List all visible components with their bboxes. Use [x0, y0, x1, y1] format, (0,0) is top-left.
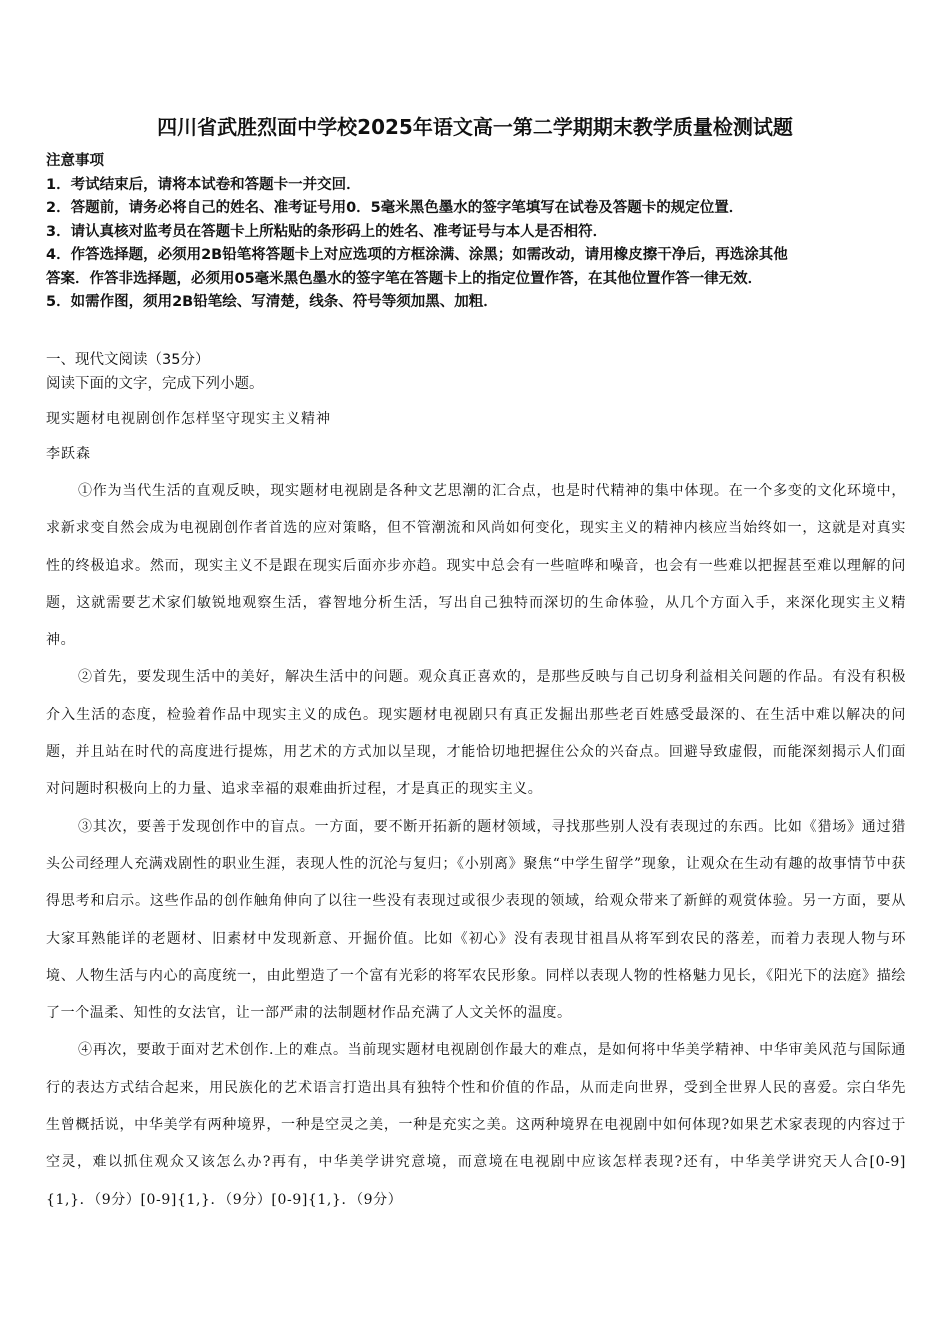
- notice-line: 1．考试结束后，请将本试卷和答题卡一并交回．: [46, 176, 361, 193]
- notice-line: 3．请认真核对监考员在答题卡上所粘贴的条形码上的姓名、准考证号与本人是否相符．: [46, 223, 608, 240]
- article-paragraph: ③其次，要善于发现创作中的盲点。一方面，要不断开拓新的题材领域，寻找那些别人没有表现过的东西。比如《猎场》通过猎头公司经理人充满戏剧性的职业生涯，表现人性的沉沦与复归；《小别离》聚焦“中学生留学”现象，让观众在生动有趣的故事情节中获得思考和启示。这些作品的创作触角伸向了以往一些没有表现过或很少表现的领域，给观众带来了新鲜的观赏体验。另一方面，要从大家耳熟能详的老题材、旧素材中发现新意、开掘价值。比如《初心》没有表现甘祖昌从将军到农民的落差，而着力表现人物与环境、人物生活与内心的高度统一，由此塑造了一个富有光彩的将军农民形象。同样以表现人物的性格魅力见长，《阳光下的法庭》描绘了一个温柔、知性的女法官，让一部严肃的法制题材作品充满了人文关怀的温度。: [46, 818, 906, 1022]
- notice-line: 答案．作答非选择题，必须用05毫米黑色墨水的签字笔在答题卡上的指定位置作答，在其他位置作答一律无效．: [46, 270, 763, 287]
- notice-block: [46, 150, 916, 315]
- notice-line: 5．如需作图，须用2B铅笔绘、写清楚，线条、符号等须加黑、加粗．: [46, 294, 498, 310]
- section-heading: 一、现代文阅读（35分）: [46, 352, 210, 368]
- notice-line: 4．作答选择题，必须用2B铅笔将答题卡上对应选项的方框涂满、涂黑；如需改动，请用橡皮擦干净后，再选涂其他: [46, 247, 788, 263]
- article-paragraph: ④再次，要敢于面对艺术创作.上的难点。当前现实题材电视剧创作最大的难点，是如何将中华美学精神、中华审美风范与国际通行的表达方式结合起来，用民族化的艺术语言打造出具有独特个性和价值的作品，从而走向世界，受到全世界人民的喜爱。宗白华先生曾概括说，中华美学有两种境界，一种是空灵之美，一种是充实之美。这两种境界在电视剧中如何体现?如果艺术家表现的内容过于空灵，难以抓住观众又该怎么办?再有，中华美学讲究意境，而意境在电视剧中应该怎样表现?还有，中华美学讲究天人合[0-9]{1,}．（9分）[0-9]{1,}．（9分）[0-9]{1,}．（9分）: [46, 1042, 906, 1208]
- page-title: 四川省武胜烈面中学校2025年语文高一第二学期期末教学质量检测试题: [157, 115, 793, 139]
- article-body: [46, 473, 906, 1219]
- notice-line: 2．答题前，请务必将自己的姓名、准考证号用0．5毫米黑色墨水的签字笔填写在试卷及答题卡的规定位置．: [46, 200, 744, 216]
- notice-heading: 注意事项: [46, 153, 104, 169]
- article-author: 李跃森: [46, 446, 91, 462]
- article-paragraph: ①作为当代生活的直观反映，现实题材电视剧是各种文艺思潮的汇合点，也是时代精神的集中体现。在一个多变的文化环境中，求新求变自然会成为电视剧创作者首选的应对策略，但不管潮流和风尚如何变化，现实主义的精神内核应当始终如一，这就是对真实性的终极追求。然而，现实主义不是跟在现实后面亦步亦趋。现实中总会有一些喧哗和噪音，也会有一些难以把握甚至难以理解的问题，这就需要艺术家们敏锐地观察生活，睿智地分析生活，写出自己独特而深切的生命体验，从几个方面入手，来深化现实主义精神。: [46, 483, 906, 649]
- article-title: 现实题材电视剧创作怎样坚守现实主义精神: [46, 411, 331, 427]
- article-paragraph: ②首先，要发现生活中的美好，解决生活中的问题。观众真正喜欢的，是那些反映与自己切身利益相关问题的作品。有没有积极介入生活的态度，检验着作品中现实主义的成色。现实题材电视剧只有真正发掘出那些老百姓感受最深的、在生活中难以解决的问题，并且站在时代的高度进行提炼，用艺术的方式加以呈现，才能恰切地把握住公众的兴奋点。回避导致虚假，而能深刻揭示人们面对问题时积极向上的力量、追求幸福的艰难曲折过程，才是真正的现实主义。: [46, 669, 906, 798]
- section-instruction: 阅读下面的文字，完成下列小题。: [46, 376, 264, 392]
